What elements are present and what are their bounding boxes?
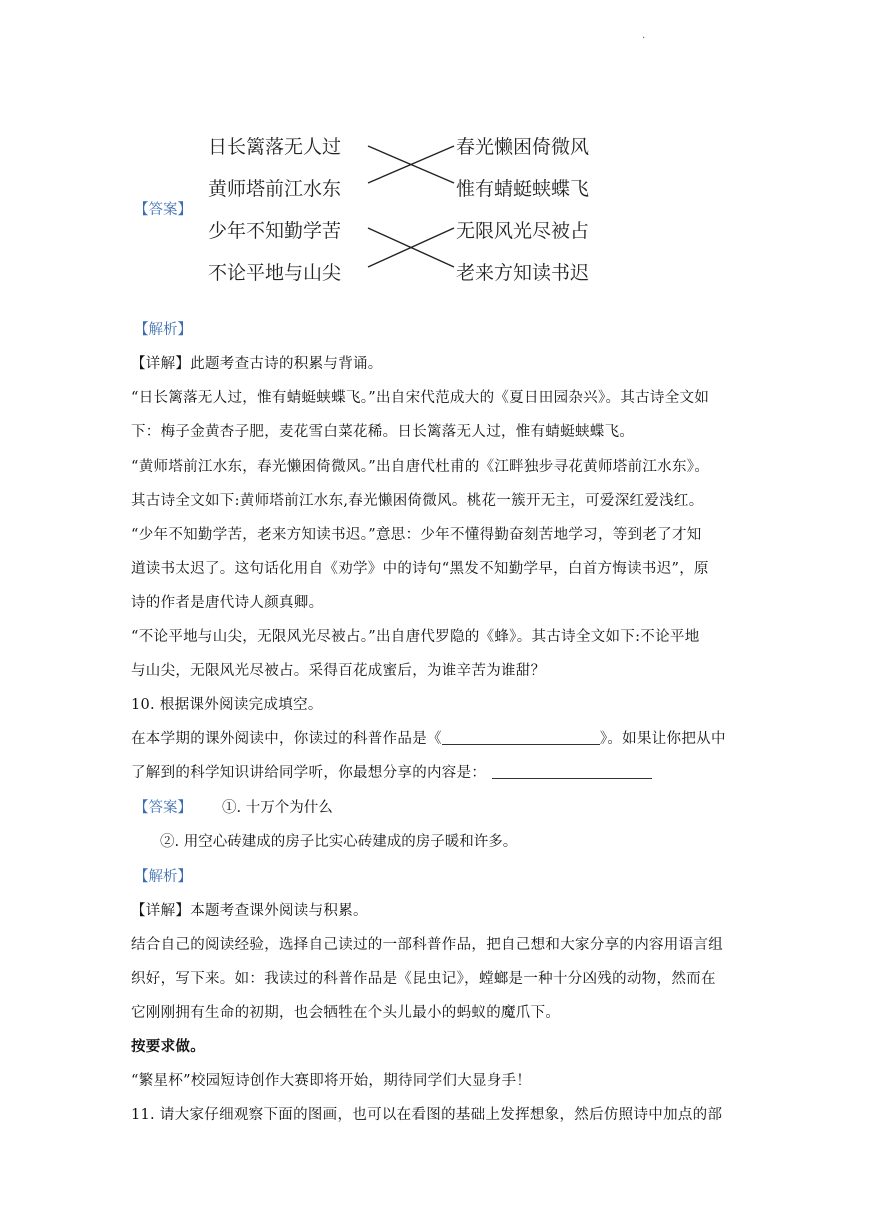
text-line: 它刚刚拥有生命的初期，也会牺牲在个头儿最小的蚂蚁的魔爪下。 (131, 1005, 561, 1021)
text-line: 诗的作者是唐代诗人颜真卿。 (131, 595, 324, 611)
section-heading: 按要求做。 (131, 1038, 205, 1055)
section-intro: “繁星杯”校园短诗创作大赛即将开始，期待同学们大显身手！ (131, 1073, 532, 1089)
text-line: “不论平地与山尖，无限风光尽被占。”出自唐代罗隐的《蜂》。其古诗全文如下:不论平地 (131, 629, 700, 645)
text-line: “日长篱落无人过，惟有蜻蜓蛱蝶飞。”出自宋代范成大的《夏日田园杂兴》。其古诗全文如 (131, 390, 710, 406)
q10-fill-line-1 (131, 727, 726, 748)
match-right-1: 春光懒困倚微风 (456, 136, 590, 158)
text-line: “黄师塔前江水东，春光懒困倚微风。”出自唐代杜甫的《江畔独步寻花黄师塔前江水东》。 (131, 459, 710, 475)
text-line: 下：梅子金黄杏子肥，麦花雪白菜花稀。日长篱落无人过，惟有蜻蜓蛱蝶飞。 (131, 424, 635, 440)
q10-text-a: 在本学期的课外阅读中，你读过的科普作品是《 (131, 731, 442, 747)
analysis-label-q9: 【解析】 (134, 322, 192, 338)
text-line: 结合自己的阅读经验，选择自己读过的一部科普作品，把自己想和大家分享的内容用语言组 (131, 937, 723, 953)
answer-item-1: ①. 十万个为什么 (222, 800, 333, 816)
match-left-2: 黄师塔前江水东 (208, 178, 342, 200)
answer-item-2: ②. 用空心砖建成的房子比实心砖建成的房子暖和许多。 (160, 834, 518, 850)
match-right-3: 无限风光尽被占 (456, 220, 590, 242)
header-dot: . (642, 30, 646, 41)
match-left-1: 日长篱落无人过 (208, 136, 342, 158)
match-right-4: 老来方知读书迟 (456, 262, 590, 284)
match-left-4: 不论平地与山尖 (208, 262, 342, 284)
text-line: 与山尖，无限风光尽被占。采得百花成蜜后，为谁辛苦为谁甜？ (131, 663, 546, 679)
q10-fill-line-2 (131, 761, 652, 782)
poem-matching-figure (200, 124, 620, 284)
text-line: 织好，写下来。如：我读过的科普作品是《昆虫记》，螳螂是一种十分凶残的动物，然而在 (131, 971, 716, 987)
text-line: 其古诗全文如下:黄师塔前江水东,春光懒困倚微风。桃花一簇开无主，可爱深红爱浅红。 (131, 493, 704, 509)
text-line: “少年不知勤学苦，老来方知读书迟。”意思：少年不懂得勤奋刻苦地学习，等到老了才知 (131, 527, 702, 543)
text-line: 【详解】此题考查古诗的积累与背诵。 (131, 356, 383, 372)
match-right-2: 惟有蜻蜓蛱蝶飞 (456, 178, 590, 200)
question-11: 11. 请大家仔细观察下面的图画，也可以在看图的基础上发挥想象，然后仿照诗中加点的部 (131, 1107, 723, 1123)
blank-science-book[interactable] (442, 730, 600, 745)
analysis-label-q10: 【解析】 (134, 869, 192, 885)
answer-label-q10: 【答案】 (134, 800, 192, 816)
q10-text-c: 了解到的科学知识讲给同学听，你最想分享的内容是： (131, 765, 487, 781)
q10-detail: 【详解】本题考查课外阅读与积累。 (131, 903, 368, 919)
blank-share-content[interactable] (492, 764, 652, 779)
match-left-3: 少年不知勤学苦 (208, 220, 342, 242)
question-10-title: 10. 根据课外阅读完成填空。 (131, 697, 323, 713)
text-line: 道读书太迟了。这句话化用自《劝学》中的诗句“黑发不知勤学早，白首方悔读书迟”，原 (131, 561, 709, 577)
answer-label-q9: 【答案】 (134, 202, 192, 218)
q10-text-b: 》。如果让你把从中 (599, 731, 726, 747)
